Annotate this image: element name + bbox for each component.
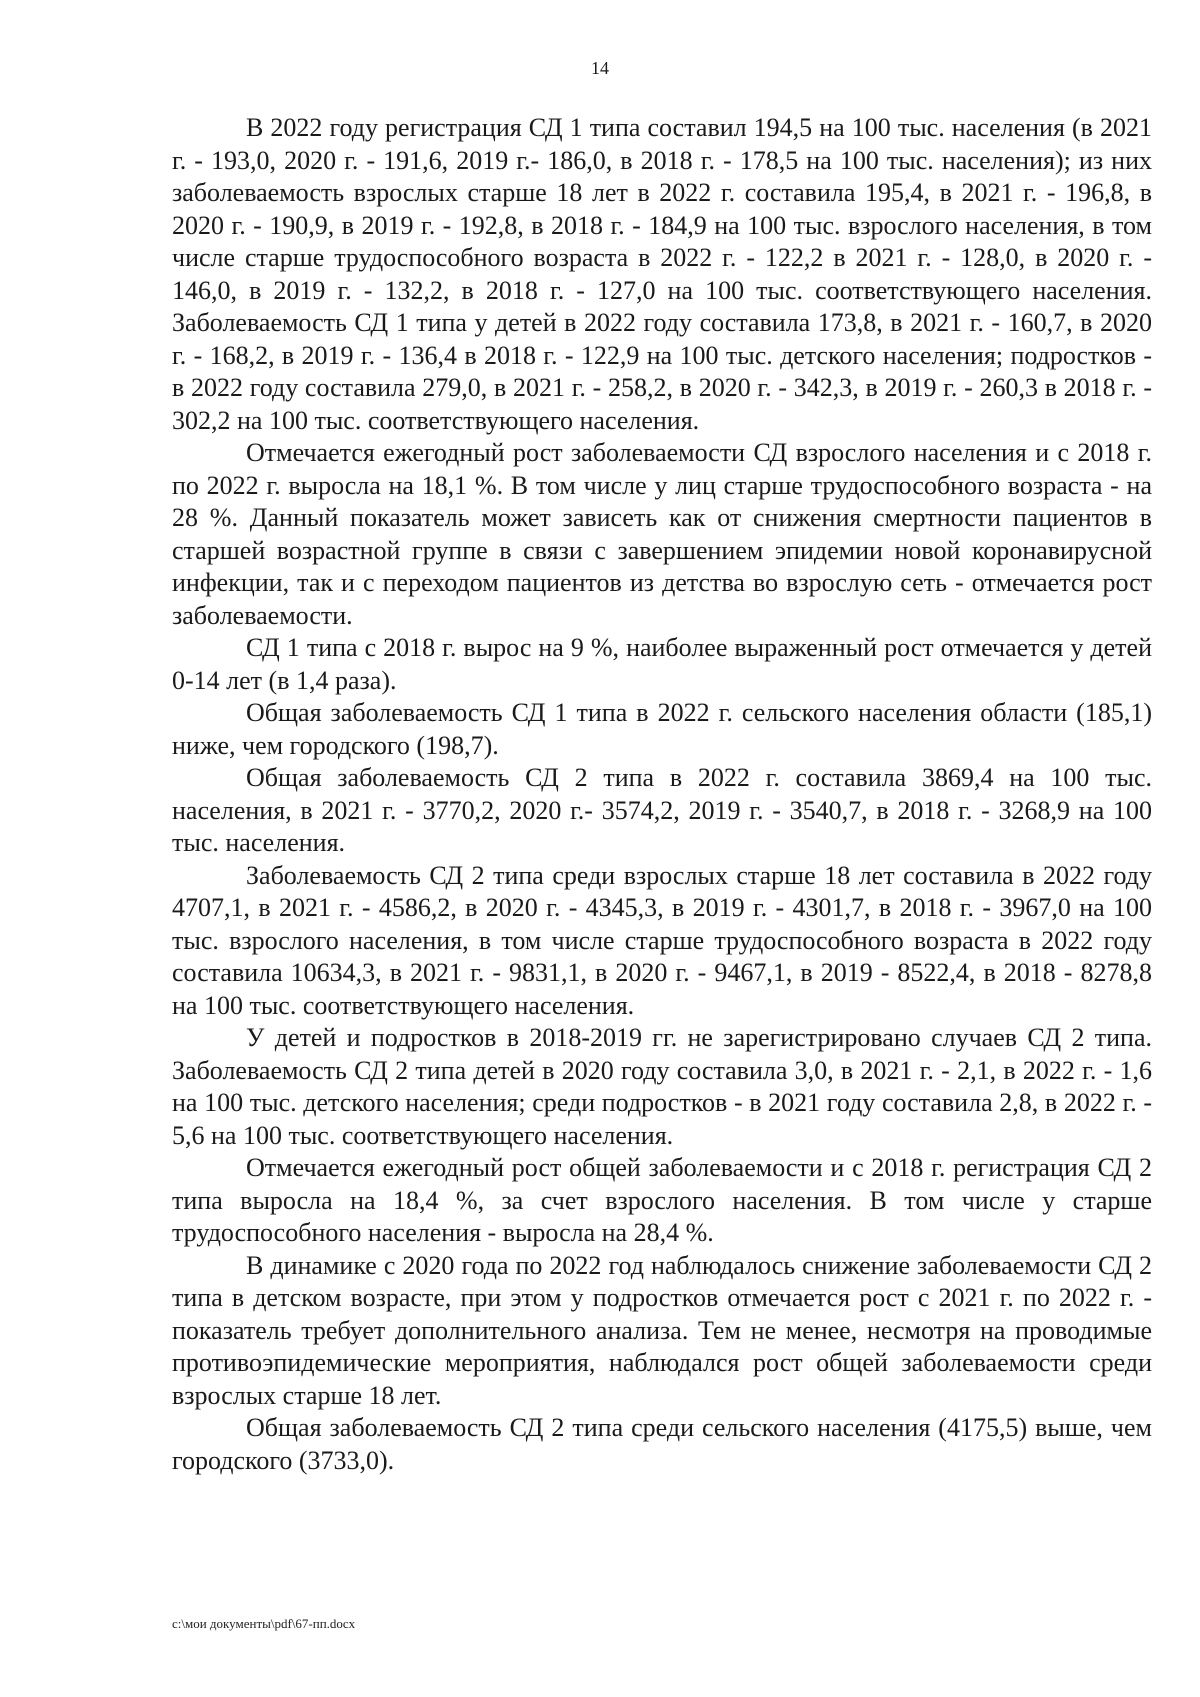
paragraph-sd1-rural-urban: Общая заболеваемость СД 1 типа в 2022 г. сельского населения области (185,1) ниже, чем городского (198,7). bbox=[172, 698, 1152, 760]
paragraph-adult-growth: Отмечается ежегодный рост заболеваемости СД взрослого населения и с 2018 г. по 2022 г. выросла на 18,1 %. В том числе у лиц старше трудоспособного возраста - на 28 %. Данный показатель может зависеть как от снижения смертности пациентов в старшей возрастной группе в связи с завершением эпидемии новой коронавирусной инфекции, так и с переходом пациентов из детства во взрослую сеть - отмечается рост заболеваемости. bbox=[172, 438, 1152, 630]
page-number: 14 bbox=[591, 58, 609, 78]
footer-file-path: c:\мои документы\pdf\67-пп.docx bbox=[172, 1616, 356, 1631]
paragraph-sd1-growth: СД 1 типа с 2018 г. вырос на 9 %, наиболее выраженный рост отмечается у детей 0-14 лет (в 1,4 раза). bbox=[172, 633, 1152, 695]
paragraph-sd2-dynamics: В динамике с 2020 года по 2022 год наблюдалось снижение заболеваемости СД 2 типа в детском возрасте, при этом у подростков отмечается рост с 2021 г. по 2022 г. - показатель требует дополнительного анализа. Тем не менее, несмотря на проводимые противоэпидемические мероприятия, наблюдался рост общей заболеваемости среди взрослых старше 18 лет. bbox=[172, 1250, 1152, 1410]
paragraph-sd2-growth: Отмечается ежегодный рост общей заболеваемости и с 2018 г. регистрация СД 2 типа выросла на 18,4 %, за счет взрослого населения. В том числе у старше трудоспособного населения - выросла на 28,4 %. bbox=[172, 1153, 1152, 1247]
document-body bbox=[172, 112, 1152, 1477]
paragraph-sd2-rural-urban: Общая заболеваемость СД 2 типа среди сельского населения (4175,5) выше, чем городского (3733,0). bbox=[172, 1413, 1152, 1475]
paragraph-sd2-adults: Заболеваемость СД 2 типа среди взрослых старше 18 лет составила в 2022 году 4707,1, в 2021 г. - 4586,2, в 2020 г. - 4345,3, в 2019 г. - 4301,7, в 2018 г. - 3967,0 на 100 тыс. взрослого населения, в том числе старше трудоспособного возраста в 2022 году составила 10634,3, в 2021 г. - 9831,1, в 2020 г. - 9467,1, в 2019 - 8522,4, в 2018 - 8278,8 на 100 тыс. соответствующего населения. bbox=[172, 860, 1152, 1020]
paragraph-sd2-total: Общая заболеваемость СД 2 типа в 2022 г. составила 3869,4 на 100 тыс. населения, в 2021 г. - 3770,2, 2020 г.- 3574,2, 2019 г. - 3540,7, в 2018 г. - 3268,9 на 100 тыс. населения. bbox=[172, 763, 1152, 857]
paragraph-sd2-children: У детей и подростков в 2018-2019 гг. не зарегистрировано случаев СД 2 типа. Заболеваемость СД 2 типа детей в 2020 году составила 3,0, в 2021 г. - 2,1, в 2022 г. - 1,6 на 100 тыс. детского населения; среди подростков - в 2021 году составила 2,8, в 2022 г. - 5,6 на 100 тыс. соответствующего населения. bbox=[172, 1023, 1152, 1150]
paragraph-sd1-incidence: В 2022 году регистрация СД 1 типа составил 194,5 на 100 тыс. населения (в 2021 г. - 193,0, 2020 г. - 191,6, 2019 г.- 186,0, в 2018 г. - 178,5 на 100 тыс. населения); из них заболеваемость взрослых старше 18 лет в 2022 г. составила 195,4, в 2021 г. - 196,8, в 2020 г. - 190,9, в 2019 г. - 192,8, в 2018 г. - 184,9 на 100 тыс. взрослого населения, в том числе старше трудоспособного возраста в 2022 г. - 122,2 в 2021 г. - 128,0, в 2020 г. - 146,0, в 2019 г. - 132,2, в 2018 г. - 127,0 на 100 тыс. соответствующего населения. Заболеваемость СД 1 типа у детей в 2022 году составила 173,8, в 2021 г. - 160,7, в 2020 г. - 168,2, в 2019 г. - 136,4 в 2018 г. - 122,9 на 100 тыс. детского населения; подростков - в 2022 году составила 279,0, в 2021 г. - 258,2, в 2020 г. - 342,3, в 2019 г. - 260,3 в 2018 г. - 302,2 на 100 тыс. соответствующего населения. bbox=[172, 113, 1152, 435]
